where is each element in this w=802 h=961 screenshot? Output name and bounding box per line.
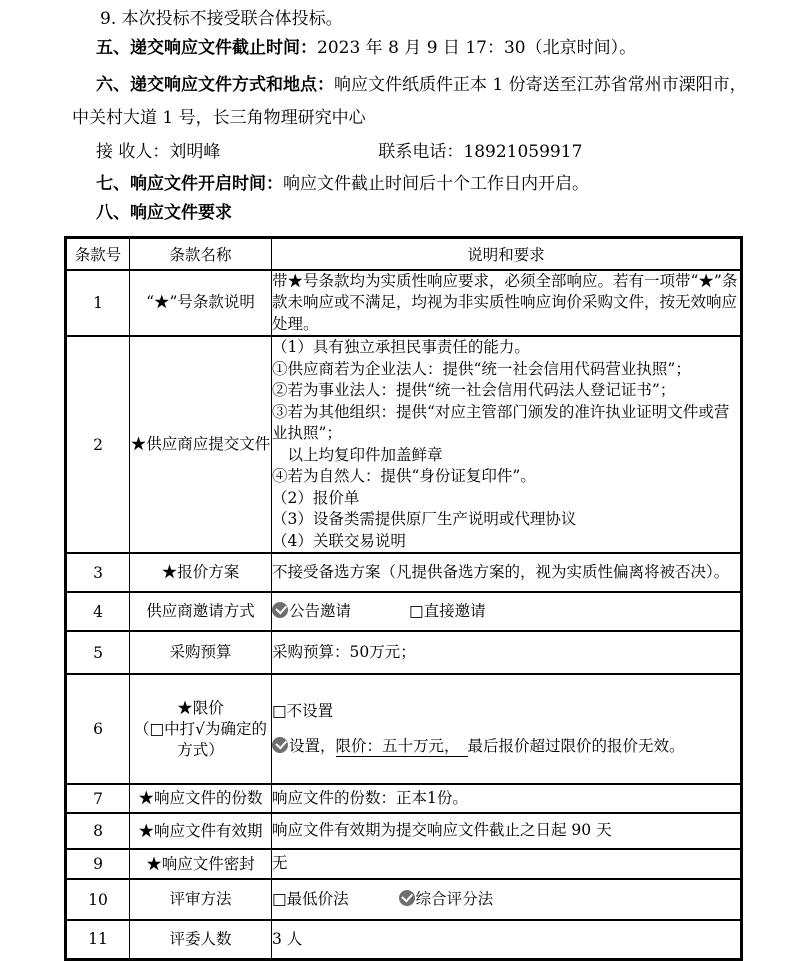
- limit-option-unset-label: □不设置: [272, 702, 334, 720]
- table-row: [66, 784, 742, 813]
- row3-name: ★报价方案: [130, 553, 272, 592]
- row5-desc: 采购预算：50万元；: [272, 631, 742, 674]
- row11-name: 评委人数: [130, 920, 272, 959]
- row10-desc: [272, 879, 742, 920]
- row1-desc: 带★号条款均为实质性响应要求，必须全部响应。若有一项带“★”条款未响应或不满足，均视为非实质性响应询价采购文件，按无效响应处理。: [272, 270, 742, 337]
- invite-option-checked-label: 公告邀请: [289, 601, 352, 620]
- section-6-delivery: [64, 74, 747, 96]
- section-7-value: 响应文件截止时间后十个工作日内开启。: [283, 174, 589, 194]
- table-row: [66, 270, 742, 337]
- recipient-name: 刘明峰: [169, 142, 221, 162]
- row2-line: ②若为事业法人：提供“统一社会信用代码法人登记证书”；: [272, 381, 676, 399]
- row4-name: 供应商邀请方式: [130, 592, 272, 631]
- table-row: [66, 553, 742, 592]
- row2-line: ③若为其他组织：提供“对应主管部门颁发的准许执业证明文件或营业执照”；: [272, 402, 730, 442]
- row3-no: 3: [66, 553, 130, 592]
- row10-no: 10: [66, 879, 130, 920]
- section-6-label: 六、递交响应文件方式和地点：: [96, 75, 334, 95]
- clause-9-text: 9. 本次投标不接受联合体投标。: [100, 9, 343, 29]
- eval-option-unchecked-label: □最低价法: [272, 889, 349, 908]
- table-row: [66, 813, 742, 849]
- response-requirements-table: [64, 236, 743, 961]
- row2-line: （4）关联交易说明: [272, 531, 406, 550]
- row1-no: 1: [66, 270, 130, 337]
- row2-no: 2: [66, 336, 130, 553]
- row3-desc: 不接受备选方案（凡提供备选方案的，视为实质性偏离将被否决）。: [272, 553, 742, 592]
- phone-number: 18921059917: [463, 142, 583, 162]
- row9-no: 9: [66, 849, 130, 879]
- row8-no: 8: [66, 813, 130, 849]
- header-clause-no: 条款号: [66, 238, 130, 270]
- invite-option-unchecked-label: □直接邀请: [409, 601, 486, 620]
- row2-line: 以上均复印件加盖鲜章: [272, 445, 443, 464]
- row8-name: ★响应文件有效期: [130, 813, 272, 849]
- row6-desc: [272, 674, 742, 784]
- row2-line: （3）设备类需提供原厂生产说明或代理协议: [272, 510, 577, 528]
- checked-icon: [399, 890, 415, 906]
- row5-name: 采购预算: [130, 631, 272, 674]
- table-row: [66, 336, 742, 553]
- phone-label: 联系电话：: [378, 142, 464, 162]
- invite-option-checked: [272, 602, 351, 620]
- section-8-heading: 八、响应文件要求: [96, 203, 232, 223]
- row2-line: （1）具有独立承担民事责任的能力。: [272, 338, 530, 356]
- row9-desc: 无: [272, 849, 742, 879]
- row1-name: “★”号条款说明: [130, 270, 272, 337]
- row6-name-line1: ★限价: [177, 698, 224, 717]
- row4-no: 4: [66, 592, 130, 631]
- recipient-label: 接 收人：: [96, 142, 170, 162]
- row7-name: ★响应文件的份数: [130, 784, 272, 813]
- table-row: [66, 631, 742, 674]
- row6-no: 6: [66, 674, 130, 784]
- row9-name: ★响应文件密封: [130, 849, 272, 879]
- header-clause-name: 条款名称: [130, 238, 272, 270]
- section-6-value: 响应文件纸质件正本 1 份寄送至江苏省常州市溧阳市，: [334, 75, 747, 95]
- row2-line: （2）报价单: [272, 488, 360, 507]
- row6-name: [130, 674, 272, 784]
- row10-name: 评审方法: [130, 879, 272, 920]
- limit-option-set: [272, 736, 740, 758]
- row2-line: ①供应商若为企业法人：提供“统一社会信用代码营业执照”；: [272, 359, 691, 378]
- section-5-value: 2023 年 8 月 9 日 17：30（北京时间）。: [317, 38, 637, 58]
- limit-set-suffix: 最后报价超过限价的报价无效。: [467, 736, 685, 755]
- checked-icon: [272, 602, 288, 618]
- row2-line: ④若为自然人：提供“身份证复印件”。: [272, 467, 536, 485]
- row8-desc: 响应文件有效期为提交响应文件截止之日起 90 天: [272, 813, 742, 849]
- limit-amount-underlined: 限价：五十万元，: [336, 737, 468, 757]
- row5-no: 5: [66, 631, 130, 674]
- eval-option-checked-label: 综合评分法: [415, 889, 494, 908]
- table-header-row: [66, 238, 742, 270]
- row2-desc: [272, 336, 742, 553]
- delivery-address-line: 中关村大道 1 号，长三角物理研究中心: [72, 108, 366, 128]
- table-row: [66, 849, 742, 879]
- section-7-opening: [64, 173, 740, 195]
- row6-name-line2: （□中打√为确定的方式）: [133, 719, 268, 759]
- row11-no: 11: [66, 920, 130, 959]
- section-7-label: 七、响应文件开启时间：: [96, 174, 283, 194]
- row7-desc: 响应文件的份数：正本1份。: [272, 784, 742, 813]
- table-row: [66, 879, 742, 920]
- row7-no: 7: [66, 784, 130, 813]
- eval-option-checked: [399, 890, 494, 908]
- table-row: [66, 674, 742, 784]
- row11-desc: 3 人: [272, 920, 742, 959]
- contact-line: [64, 141, 740, 163]
- section-5-deadline: [64, 37, 740, 59]
- checked-icon: [272, 737, 288, 753]
- header-description: 说明和要求: [272, 238, 742, 270]
- table-row: [66, 592, 742, 631]
- table-row: [66, 920, 742, 959]
- row4-desc: [272, 592, 742, 631]
- limit-set-prefix: 设置，: [289, 736, 336, 755]
- row2-name: ★供应商应提交文件: [130, 336, 272, 553]
- section-5-label: 五、递交响应文件截止时间：: [96, 38, 317, 58]
